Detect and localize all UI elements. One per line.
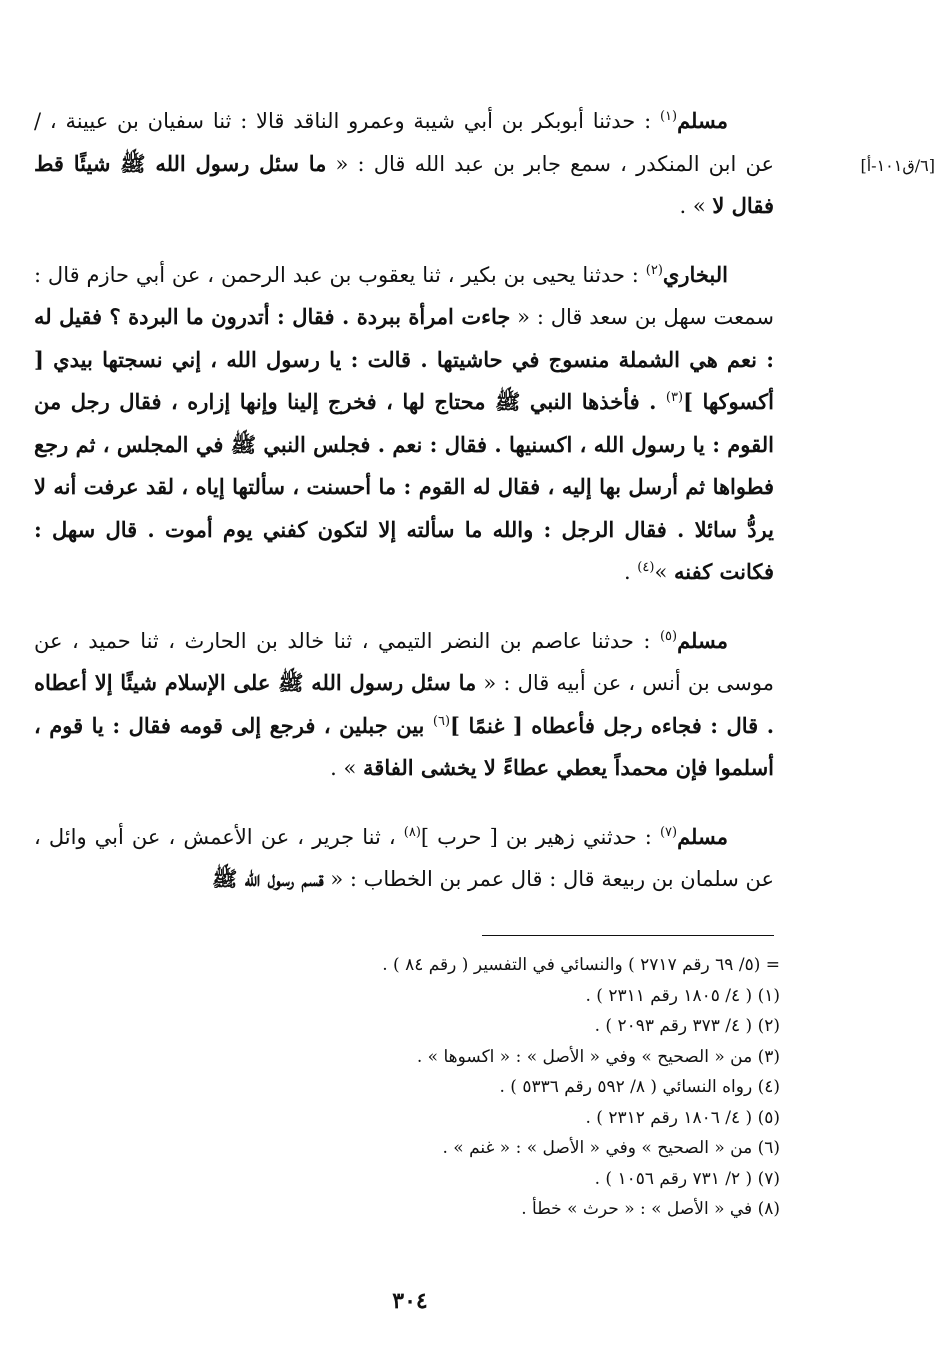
text-run: ، ثنا جرير ، عن الأعمش ، عن أبي وائل ، عن سلمان بن ربيعة قال : قال عمر بن الخطاب : «	[34, 824, 774, 891]
footnote-marker: (٣)	[665, 390, 684, 405]
footnote-marker: (٨)	[403, 824, 421, 840]
bold-text-run: البخاري	[662, 261, 728, 287]
text-run: : حدثنا أبوبكر بن أبي شيبة وعمرو الناقد قالا : ثنا سفيان بن عيينة ، / عن ابن المنكدر ، سمع جابر بن عبد الله قال : «	[34, 109, 774, 176]
main-text	[34, 100, 774, 927]
bold-text-run: بين جبلين ، فرجع إلى قومه فقال : يا قوم ، أسلموا فإن محمداً يعطي عطاءً لا يخشى الفاقة	[34, 712, 774, 780]
bold-text-run: جاءت امرأة ببردة . فقال : أتدرون ما البردة ؟ فقيل له : نعم هي الشملة منسوج في حاشيتها . قالت : يا رسول الله ، إني نسجتها بيدي [ أكسوكها ]	[34, 304, 774, 414]
footnote: (٦) من « الصحيح » وفي « الأصل » : « غنم » .	[442, 1138, 780, 1158]
text-run: » .	[679, 194, 713, 218]
footnote-marker: (٤)	[637, 560, 655, 575]
hadith-paragraph	[34, 100, 774, 228]
bold-text-run: . فأخذها النبي ﷺ محتاج لها ، فخرج إلينا وإنها إزاره ، فقال رجل من القوم : يا رسول الله ، اكسنيها . فقال : نعم . فجلس النبي ﷺ في المجلس ، ثم رجع فطواها ثم أرسل بها إليه ، فقال له القوم : ما أحسنت ، سألتها إياه ، لقد عرفت أنه لا يردُّ سائلا . فقال الرجل : والله ما سألته إلا لتكون كفني يوم أموت . قال سهل : فكانت كفنه	[34, 389, 774, 584]
footnote-separator	[482, 935, 774, 936]
bold-text-run: مسلم	[677, 627, 728, 653]
footnotes	[300, 950, 780, 1225]
text-run: : حدثني زهير بن [ حرب ]	[420, 824, 660, 849]
page-number: ٣٠٤	[392, 1288, 428, 1314]
bold-text-run: ما سئل رسول الله ﷺ شيئًا قط فقال لا	[34, 150, 774, 218]
text-run: : حدثنا عاصم بن النضر التيمي ، ثنا خالد بن الحارث ، ثنا حميد ، عن موسى بن أنس ، عن أبيه قال : «	[34, 628, 774, 695]
footnote: (٤) رواه النسائي ( ٨/ ٥٩٢ رقم ٥٣٣٦ ) .	[499, 1077, 780, 1097]
hadith-paragraph	[34, 620, 774, 790]
margin-manuscript-reference: [٦/ق١٠١-أ]	[860, 156, 935, 175]
footnote-marker: (٥)	[659, 628, 678, 644]
text-run: .	[623, 560, 638, 584]
footnote: (١) ( ٤/ ١٨٠٥ رقم ٢٣١١ ) .	[585, 985, 780, 1006]
footnote-marker: (١)	[659, 109, 678, 124]
bold-text-run: ما سئل رسول الله ﷺ على الإسلام شيئًا إلا أعطاه . قال : فجاءه رجل فأعطاه [ غنمًا ]	[34, 670, 775, 738]
footnote-marker: (٧)	[659, 824, 678, 840]
footnote: (٧) ( ٢/ ٧٣١ رقم ١٠٥٦ ) .	[594, 1168, 780, 1189]
footnote: (٢) ( ٤/ ٣٧٣ رقم ٢٠٩٣ ) .	[594, 1016, 780, 1036]
footnote: (٥) ( ٤/ ١٨٠٦ رقم ٢٣١٢ ) .	[585, 1107, 780, 1128]
footnote-marker: (٢)	[645, 262, 663, 278]
text-run: » .	[330, 756, 364, 780]
bold-text-run: قسم رسول الله ﷺ	[211, 866, 324, 891]
footnote: (٨) في « الأصل » : « حرث » خطأ .	[521, 1199, 780, 1219]
hadith-paragraph	[34, 816, 774, 901]
footnote-marker: (٦)	[432, 713, 451, 729]
text-run: »	[654, 560, 674, 584]
footnote: (٣) من « الصحيح » وفي « الأصل » : « اكسوها » .	[416, 1046, 780, 1067]
text-run: : حدثنا يحيى بن بكير ، ثنا يعقوب بن عبد الرحمن ، عن أبي حازم قال : سمعت سهل بن سعد قال : «	[34, 262, 774, 329]
footnote: = (٥/ ٦٩ رقم ٢٧١٧ ) والنسائي في التفسير ( رقم ٨٤ ) .	[382, 955, 780, 975]
hadith-paragraph	[34, 254, 774, 594]
bold-text-run: مسلم	[677, 823, 728, 849]
bold-text-run: مسلم	[677, 108, 728, 133]
